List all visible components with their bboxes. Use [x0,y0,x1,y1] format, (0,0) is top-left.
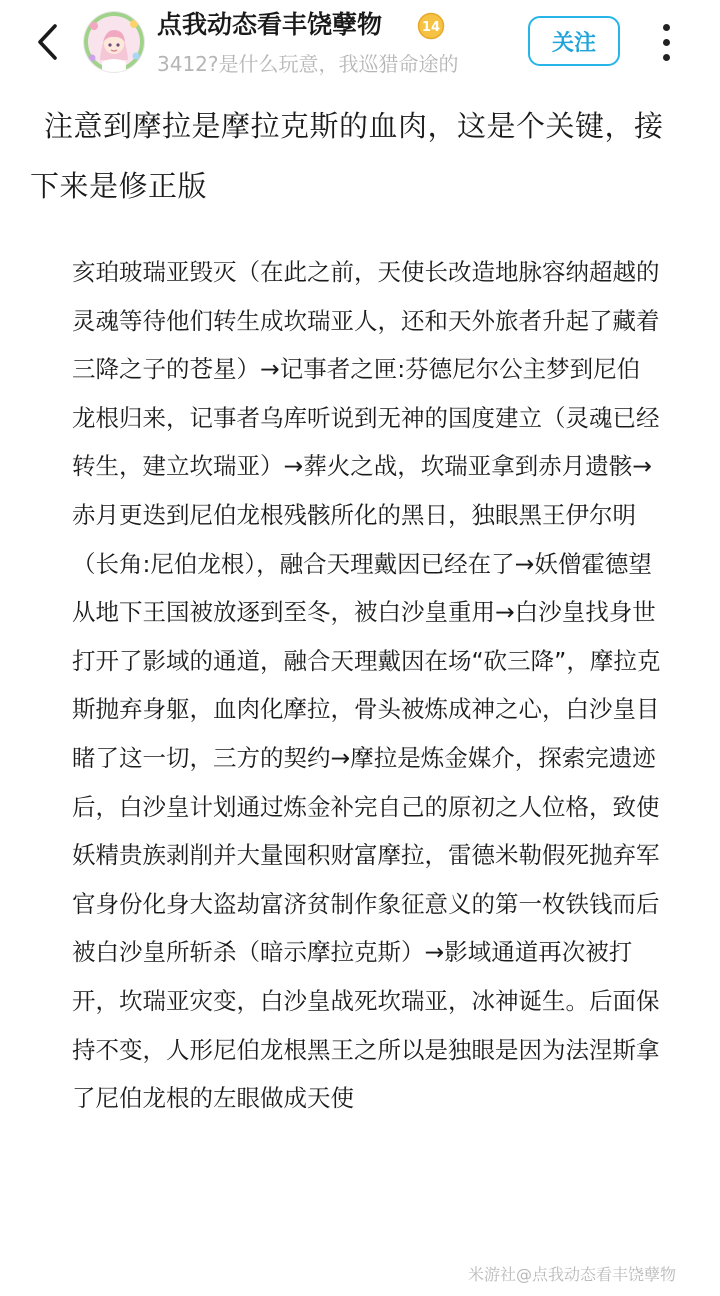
more-button[interactable] [648,18,684,66]
chevron-left-icon [35,22,61,62]
post-intro: 注意到摩拉是摩拉克斯的血肉，这是个关键，接下来是修正版 [30,109,664,203]
more-vertical-icon-dot [663,39,670,46]
watermark: 米游社@点我动态看丰饶孽物 [467,1265,676,1284]
user-name[interactable]: 点我动态看丰饶孽物 [157,10,383,39]
user-signature: 3412?是什么玩意，我巡猎命途的 [157,52,459,76]
more-vertical-icon-dot [663,54,670,61]
avatar[interactable] [84,12,144,72]
level-badge-text: 14 [421,20,441,35]
follow-button[interactable]: 关注 [528,16,620,66]
post-header [0,0,720,88]
back-button[interactable] [26,20,70,64]
post-body: 亥珀玻瑞亚毁灭（在此之前，天使长改造地脉容纳超越的灵魂等待他们转生成坎瑞亚人，还和天外旅者升起了藏着三降之子的苍星）→记事者之匣:芬德尼尔公主梦到尼伯龙根归来，记事者乌库听说到无神的国度建立（灵魂已经转生，建立坎瑞亚）→葬火之战，坎瑞亚拿到赤月遗骸→赤月更迭到尼伯龙根残骸所化的黑日，独眼黑王伊尔明（长角:尼伯龙根），融合天理戴因已经在了→妖僧霍德望从地下王国被放逐到至冬，被白沙皇重用→白沙皇找身世打开了影域的通道，融合天理戴因在场“砍三降”，摩拉克斯抛弃身躯，血肉化摩拉，骨头被炼成神之心，白沙皇目睹了这一切，三方的契约→摩拉是炼金媒介，探索完遗迹后，白沙皇计划通过炼金补完自己的原初之人位格，致使妖精贵族剥削并大量囤积财富摩拉，雷德米勒假死抛弃军官身份化身大盗劫富济贫制作象征意义的第一枚铁钱而后被白沙皇所斩杀（暗示摩拉克斯）→影域通道再次被打开，坎瑞亚灾变，白沙皇战死坎瑞亚，冰神诞生。后面保持不变，人形尼伯龙根黑王之所以是独眼是因为法涅斯拿了尼伯龙根的左眼做成天使 [72,258,661,1113]
more-vertical-icon [663,24,670,31]
level-badge [417,12,445,40]
avatar-image [84,12,144,72]
